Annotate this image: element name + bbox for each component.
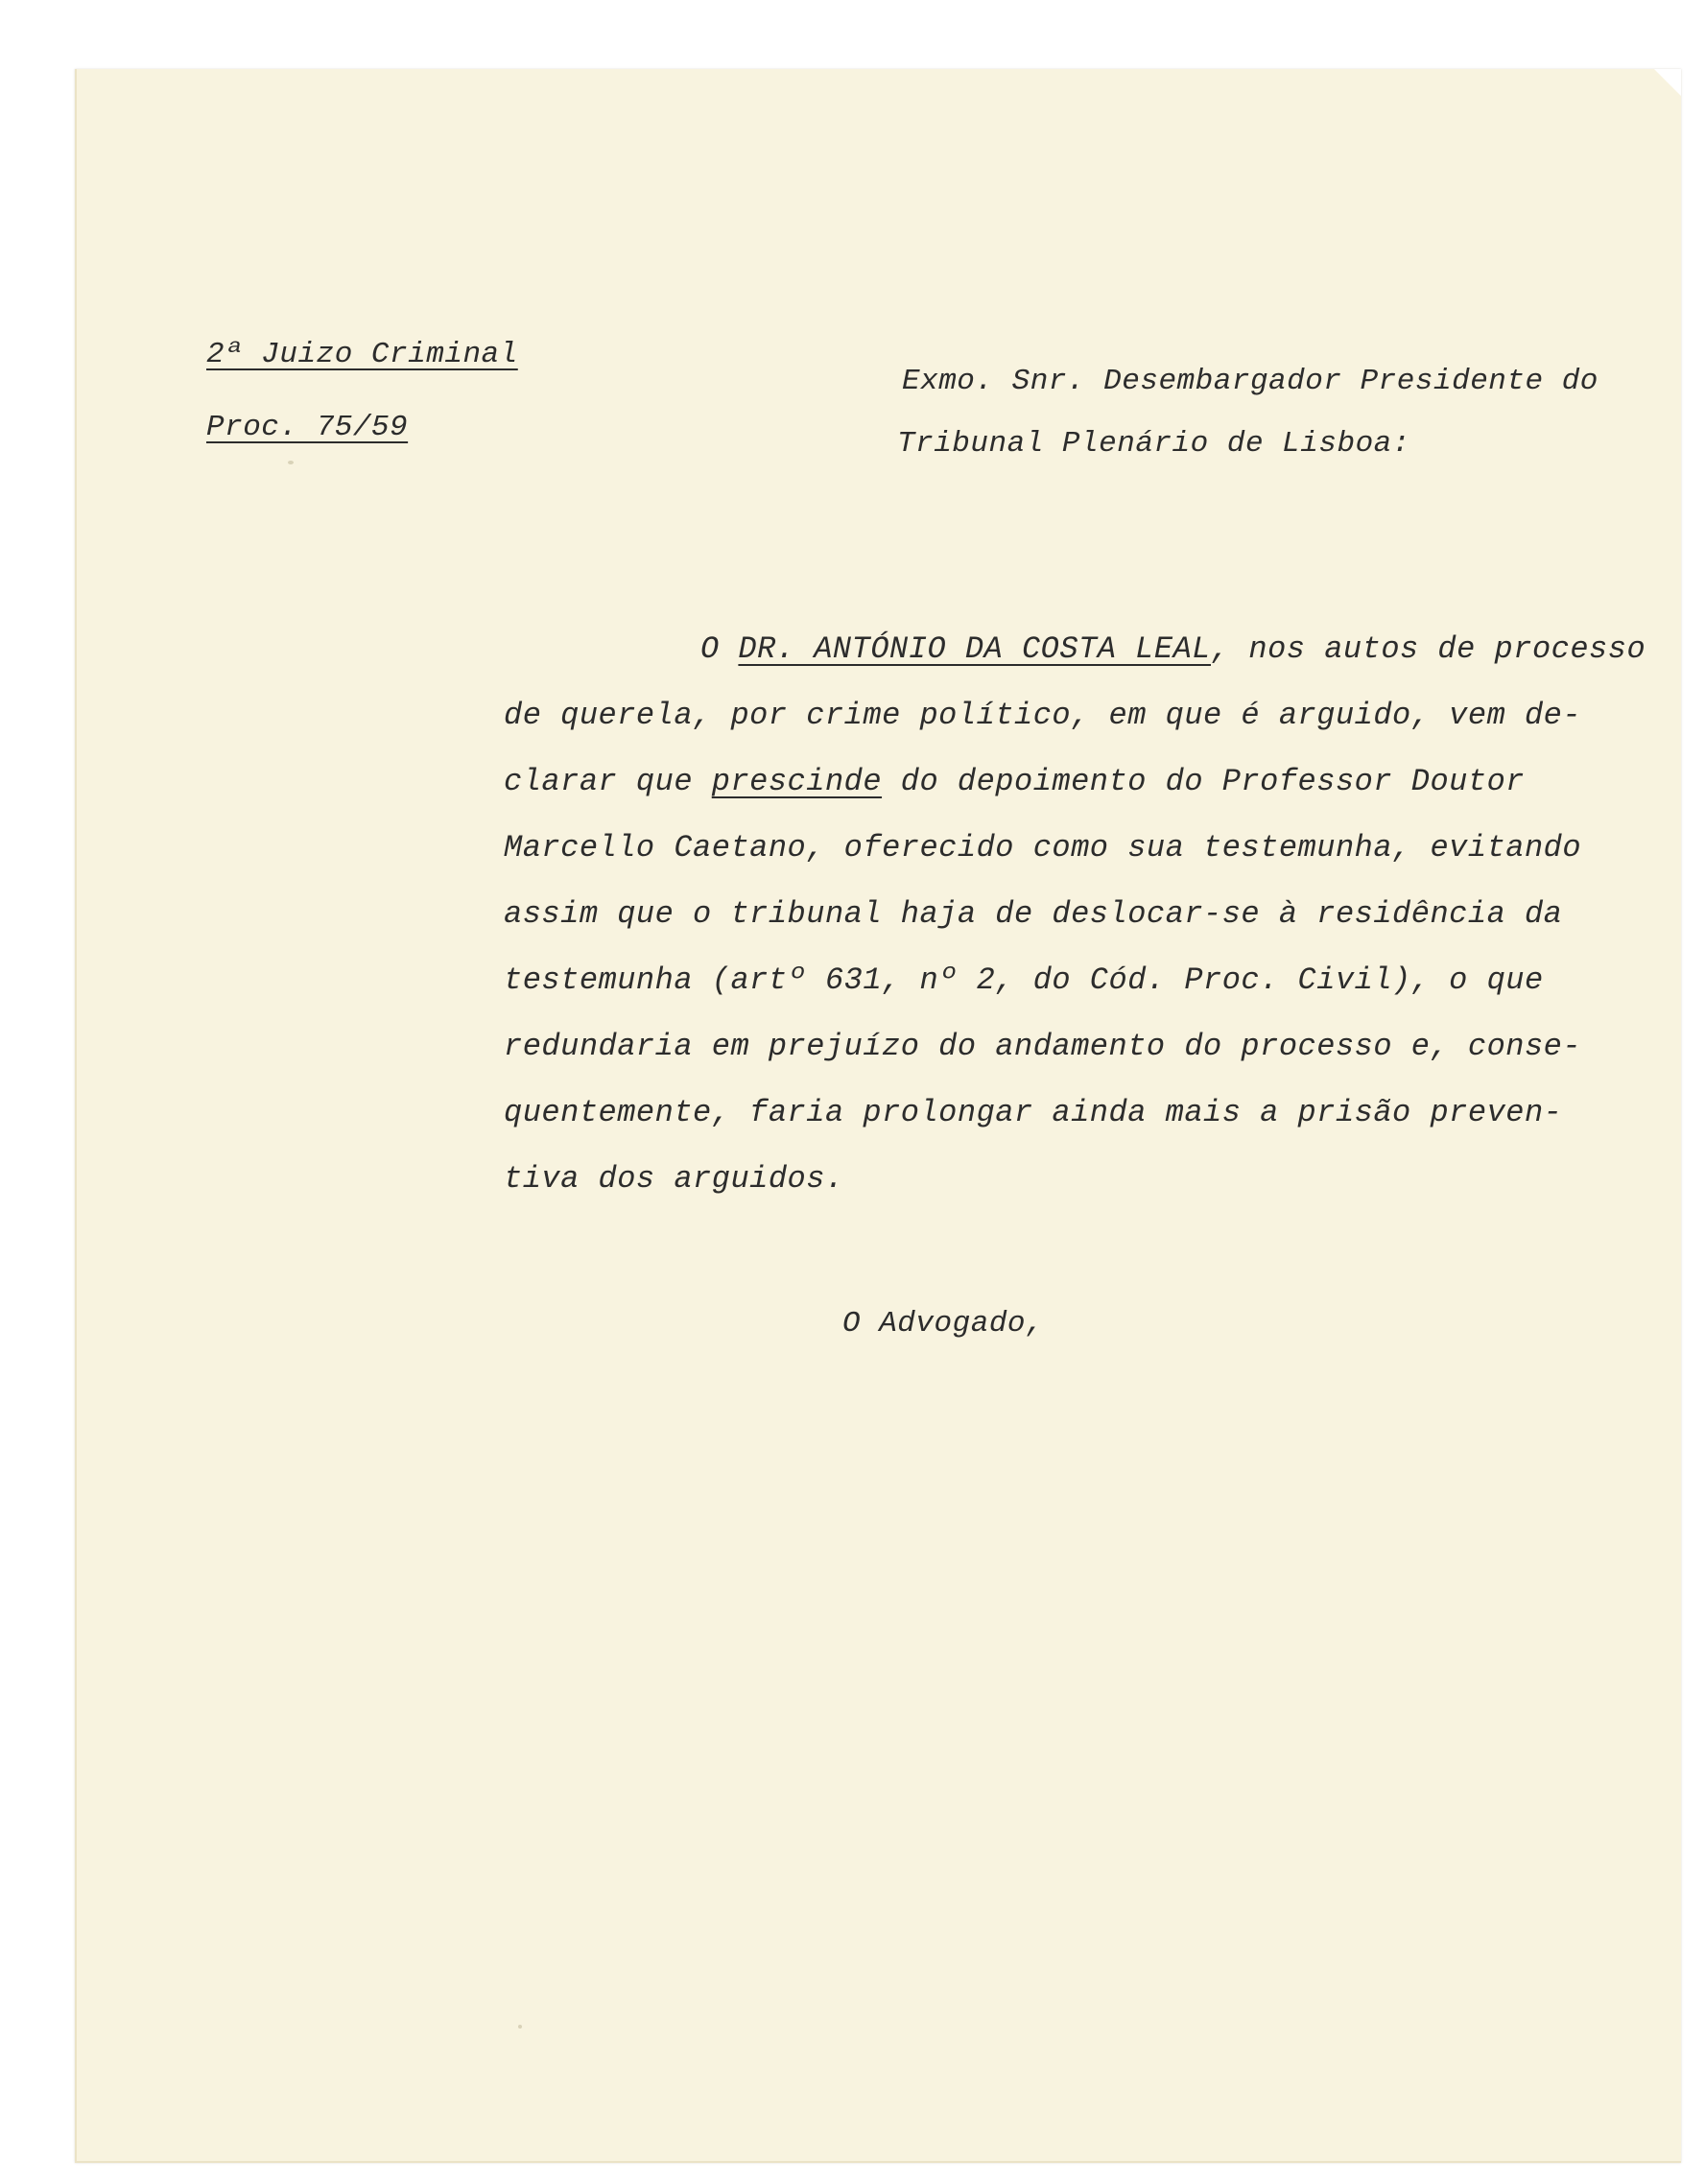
body-line-7: redundaria em prejuízo do andamento do processo e, conse- [504, 1029, 1582, 1064]
body-line-3: clarar que prescinde do depoimento do Professor Doutor [504, 764, 1525, 799]
court-heading: 2ª Juizo Criminal [206, 338, 518, 371]
body-line-8: quentemente, faria prolongar ainda mais a prisão preven- [504, 1095, 1563, 1130]
addressee-line-1: Exmo. Snr. Desembargador Presidente do [902, 365, 1598, 398]
body-line-2: de querela, por crime político, em que é arguido, vem de- [504, 698, 1582, 733]
paper-corner [1654, 69, 1681, 96]
body-line-9: tiva dos arguidos. [504, 1161, 844, 1197]
body-paragraph [504, 616, 1646, 1212]
defendant-name: DR. ANTÓNIO DA COSTA LEAL [738, 631, 1211, 667]
addressee-line-2: Tribunal Plenário de Lisboa: [897, 427, 1410, 461]
signature-label: O Advogado, [842, 1307, 1045, 1341]
body-line-1: O DR. ANTÓNIO DA COSTA LEAL, nos autos de processo [700, 631, 1646, 667]
body-line-4: Marcello Caetano, oferecido como sua testemunha, evitando [504, 830, 1582, 866]
emphasized-word: prescinde [711, 764, 883, 799]
body-line-6: testemunha (artº 631, nº 2, do Cód. Proc. Civil), o que [504, 962, 1544, 998]
paper-speck [518, 2025, 522, 2029]
process-number: Proc. 75/59 [206, 411, 409, 444]
body-line-5: assim que o tribunal haja de deslocar-se à residência da [504, 896, 1563, 932]
paper-speck [288, 461, 294, 464]
